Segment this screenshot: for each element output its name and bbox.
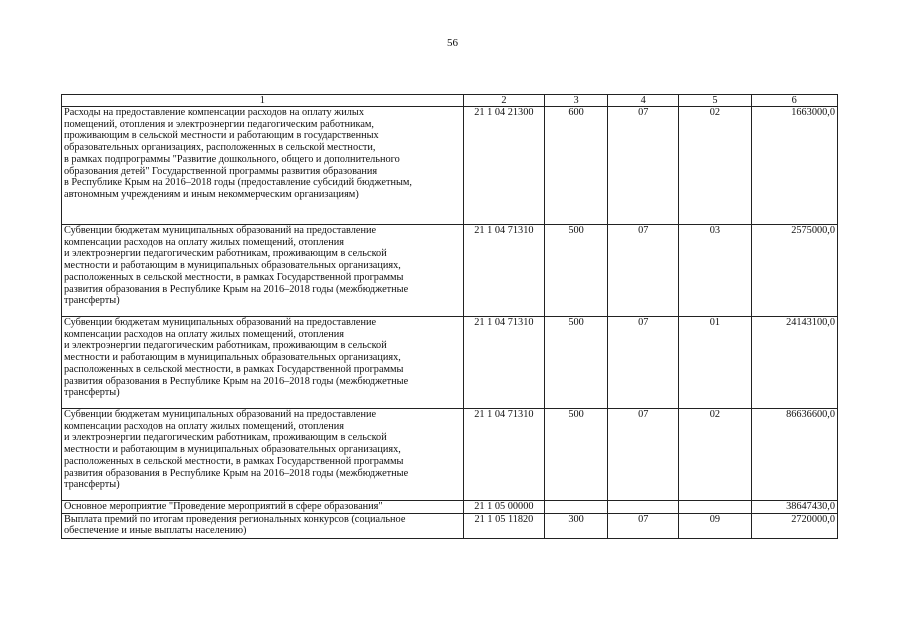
row-subsection <box>679 501 751 514</box>
row-subsection: 02 <box>679 107 751 225</box>
column-header-6: 6 <box>751 95 837 107</box>
table-row <box>62 513 838 538</box>
row-description: Выплата премий по итогам проведения региональных конкурсов (социальное обеспечение и иные выплаты населению) <box>62 513 464 538</box>
row-expense-type: 600 <box>545 107 608 225</box>
page-number: 56 <box>447 37 458 49</box>
row-amount: 38647430,0 <box>751 501 837 514</box>
row-section: 07 <box>608 317 679 409</box>
row-expense-type: 500 <box>545 317 608 409</box>
row-section: 07 <box>608 409 679 501</box>
row-amount: 1663000,0 <box>751 107 837 225</box>
row-section: 07 <box>608 513 679 538</box>
row-amount: 86636600,0 <box>751 409 837 501</box>
table-row <box>62 409 838 501</box>
column-header-1: 1 <box>62 95 464 107</box>
row-description: Субвенции бюджетам муниципальных образований на предоставление компенсации расходов на оплату жилых помещений, отопления и электроэнергии педагогическим работникам, проживающим в сельской местности и работающим в муниципальных образовательных организациях, расположенных в сельской местности, в рамках Государственной программы развития образования в Республике Крым на 2016–2018 годы (межбюджетные трансферты) <box>62 225 464 317</box>
row-amount: 2575000,0 <box>751 225 837 317</box>
row-expense-type <box>545 501 608 514</box>
row-target-code: 21 1 04 71310 <box>463 317 544 409</box>
row-expense-type: 300 <box>545 513 608 538</box>
row-target-code: 21 1 04 71310 <box>463 225 544 317</box>
table-row <box>62 501 838 514</box>
column-header-4: 4 <box>608 95 679 107</box>
row-subsection: 09 <box>679 513 751 538</box>
row-target-code: 21 1 05 11820 <box>463 513 544 538</box>
budget-table <box>61 94 838 539</box>
row-amount: 2720000,0 <box>751 513 837 538</box>
row-subsection: 01 <box>679 317 751 409</box>
row-target-code: 21 1 04 71310 <box>463 409 544 501</box>
table-row <box>62 317 838 409</box>
row-subsection: 02 <box>679 409 751 501</box>
row-target-code: 21 1 05 00000 <box>463 501 544 514</box>
row-description: Основное мероприятие "Проведение мероприятий в сфере образования" <box>62 501 464 514</box>
row-expense-type: 500 <box>545 225 608 317</box>
row-section <box>608 501 679 514</box>
row-subsection: 03 <box>679 225 751 317</box>
row-expense-type: 500 <box>545 409 608 501</box>
column-header-5: 5 <box>679 95 751 107</box>
row-section: 07 <box>608 107 679 225</box>
row-section: 07 <box>608 225 679 317</box>
table-row <box>62 225 838 317</box>
row-description: Расходы на предоставление компенсации расходов на оплату жилых помещений, отопления и электроэнергии педагогическим работникам, проживающим в сельской местности и работающим в государственных образовательных организациях, расположенных в сельской местности, в рамках подпрограммы "Развитие дошкольного, общего и дополнительного образования детей" Государственной программы развития образования в Республике Крым на 2016–2018 годы (предоставление субсидий бюджетным, автономным учреждениям и иным некоммерческим организациям) <box>62 107 464 225</box>
row-amount: 24143100,0 <box>751 317 837 409</box>
table-row <box>62 107 838 225</box>
header-row <box>62 95 838 107</box>
row-description: Субвенции бюджетам муниципальных образований на предоставление компенсации расходов на оплату жилых помещений, отопления и электроэнергии педагогическим работникам, проживающим в сельской местности и работающим в муниципальных образовательных организациях, расположенных в сельской местности, в рамках Государственной программы развития образования в Республике Крым на 2016–2018 годы (межбюджетные трансферты) <box>62 409 464 501</box>
column-header-3: 3 <box>545 95 608 107</box>
row-target-code: 21 1 04 21300 <box>463 107 544 225</box>
column-header-2: 2 <box>463 95 544 107</box>
row-description: Субвенции бюджетам муниципальных образований на предоставление компенсации расходов на оплату жилых помещений, отопления и электроэнергии педагогическим работникам, проживающим в сельской местности и работающим в муниципальных образовательных организациях, расположенных в сельской местности, в рамках Государственной программы развития образования в Республике Крым на 2016–2018 годы (межбюджетные трансферты) <box>62 317 464 409</box>
